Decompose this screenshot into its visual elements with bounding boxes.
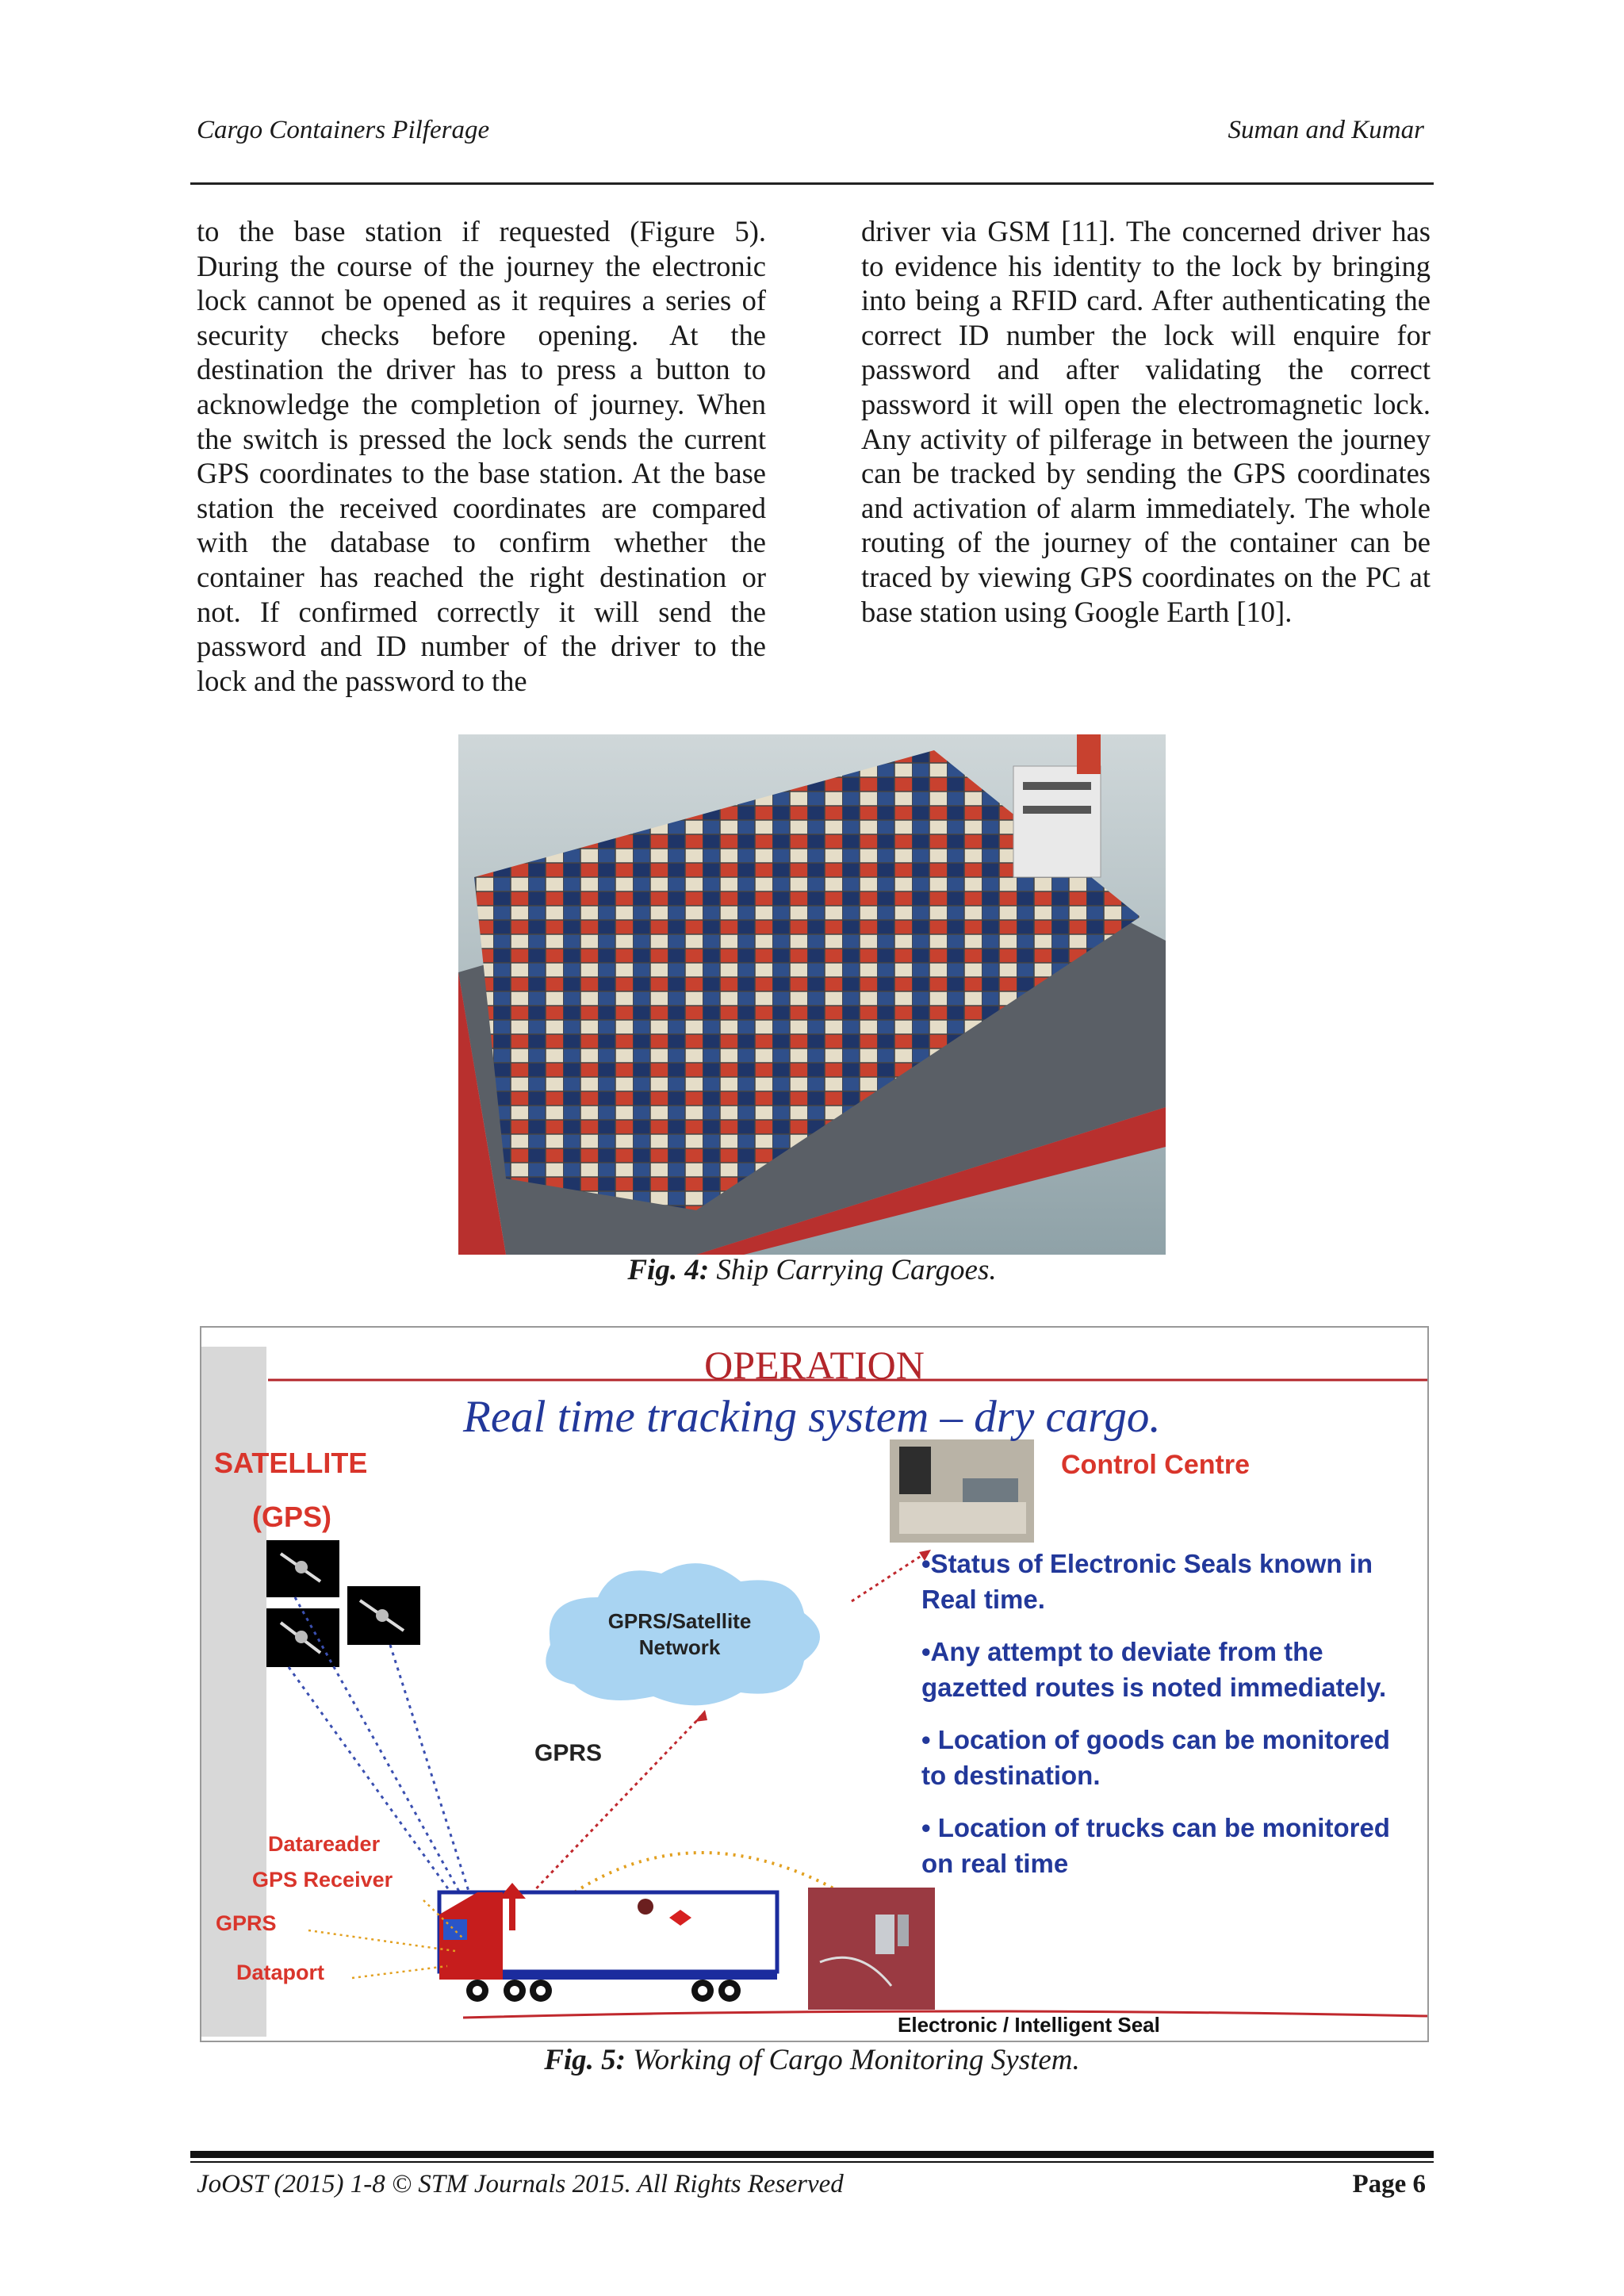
gps-label: (GPS) [252,1501,332,1533]
figure-4-caption-text: Ship Carrying Cargoes. [716,1254,997,1286]
electronic-seal-photo [808,1888,935,2010]
body-right-column: driver via GSM [11]. The concerned driver has to evidence his identity to the lock by bringing into being a RFID card. After authenticating the correct ID number the lock will enquire for password and after validating the correct password it will open the electromagnetic lock. Any activity of pilferage in between the journey can be tracked by sending the GPS coordinates and activation of alarm immediately. The whole routing of the journey of the container can be traced by viewing GPS coordinates on the PC at base station using Google Earth [10]. [861,215,1431,628]
bullet-2-line2: gazetted routes is noted immediately. [921,1673,1387,1702]
gprs-label: GPRS [534,1740,603,1766]
satellite-icon [266,1608,339,1667]
figure-4-ship-image [458,734,1166,1255]
diagram-title: OPERATION [704,1343,925,1387]
running-header-title: Cargo Containers Pilferage [197,116,490,144]
figure-4-caption [0,1253,1624,1287]
bullet-3-line2: to destination. [921,1761,1101,1790]
figure-5-caption-text: Working of Cargo Monitoring System. [633,2044,1080,2076]
figure-5-label: Fig. 5: [544,2044,626,2076]
diagram-subtitle: Real time tracking system – dry cargo. [463,1392,1161,1442]
bullet-1-line1: •Status of Electronic Seals known in [921,1549,1373,1578]
network-label-line2: Network [638,1635,721,1659]
page-number: Page 6 [1352,2170,1426,2198]
status-bullets [921,1546,1390,1881]
figure-5-caption [0,2043,1624,2077]
figure-4-label: Fig. 4: [627,1254,710,1286]
bullet-3-line1: • Location of goods can be monitored [921,1725,1390,1754]
seal-label: Electronic / Intelligent Seal [898,2013,1160,2037]
footer-rule-thin [190,2161,1434,2163]
bullet-4-line2: on real time [921,1849,1069,1878]
satellite-label: SATELLITE [214,1447,368,1479]
network-label [549,1608,810,1661]
arrow-head [695,1710,707,1722]
control-centre-photo [890,1439,1034,1543]
body-left-column: to the base station if requested (Figure 5). During the course of the journey the electronic lock cannot be opened as it requires a series of security checks before opening. At the destination the driver has to press a button to acknowledge the completion of journey. When the switch is pressed the lock sends the current GPS coordinates to the base station. At the base station the received coordinates are compared with the database to confirm whether the container has reached the right destination or not. If confirmed correctly it will send the password and ID number of the driver to the lock and the password to the [197,215,766,697]
figure-5-diagram [200,1326,1429,2042]
datareader-label: Datareader [268,1832,381,1856]
footer-citation: JoOST (2015) 1-8 © STM Journals 2015. All Rights Reserved [197,2170,844,2198]
truck-illustration [439,1883,777,2002]
dataport-label: Dataport [236,1961,325,1984]
control-centre-label: Control Centre [1061,1450,1250,1480]
running-header-authors: Suman and Kumar [1228,116,1424,144]
footer-rule-thick [190,2151,1434,2158]
network-label-line1: GPRS/Satellite [607,1609,752,1633]
truck-gprs-label: GPRS [216,1911,277,1935]
satellite-icon [266,1540,339,1597]
satellite-icon [347,1586,420,1645]
header-rule [190,182,1434,185]
gps-receiver-label: GPS Receiver [252,1868,393,1892]
bullet-1-line2: Real time. [921,1585,1045,1614]
bullet-2-line1: •Any attempt to deviate from the [921,1637,1323,1666]
bullet-4-line1: • Location of trucks can be monitored [921,1813,1390,1842]
